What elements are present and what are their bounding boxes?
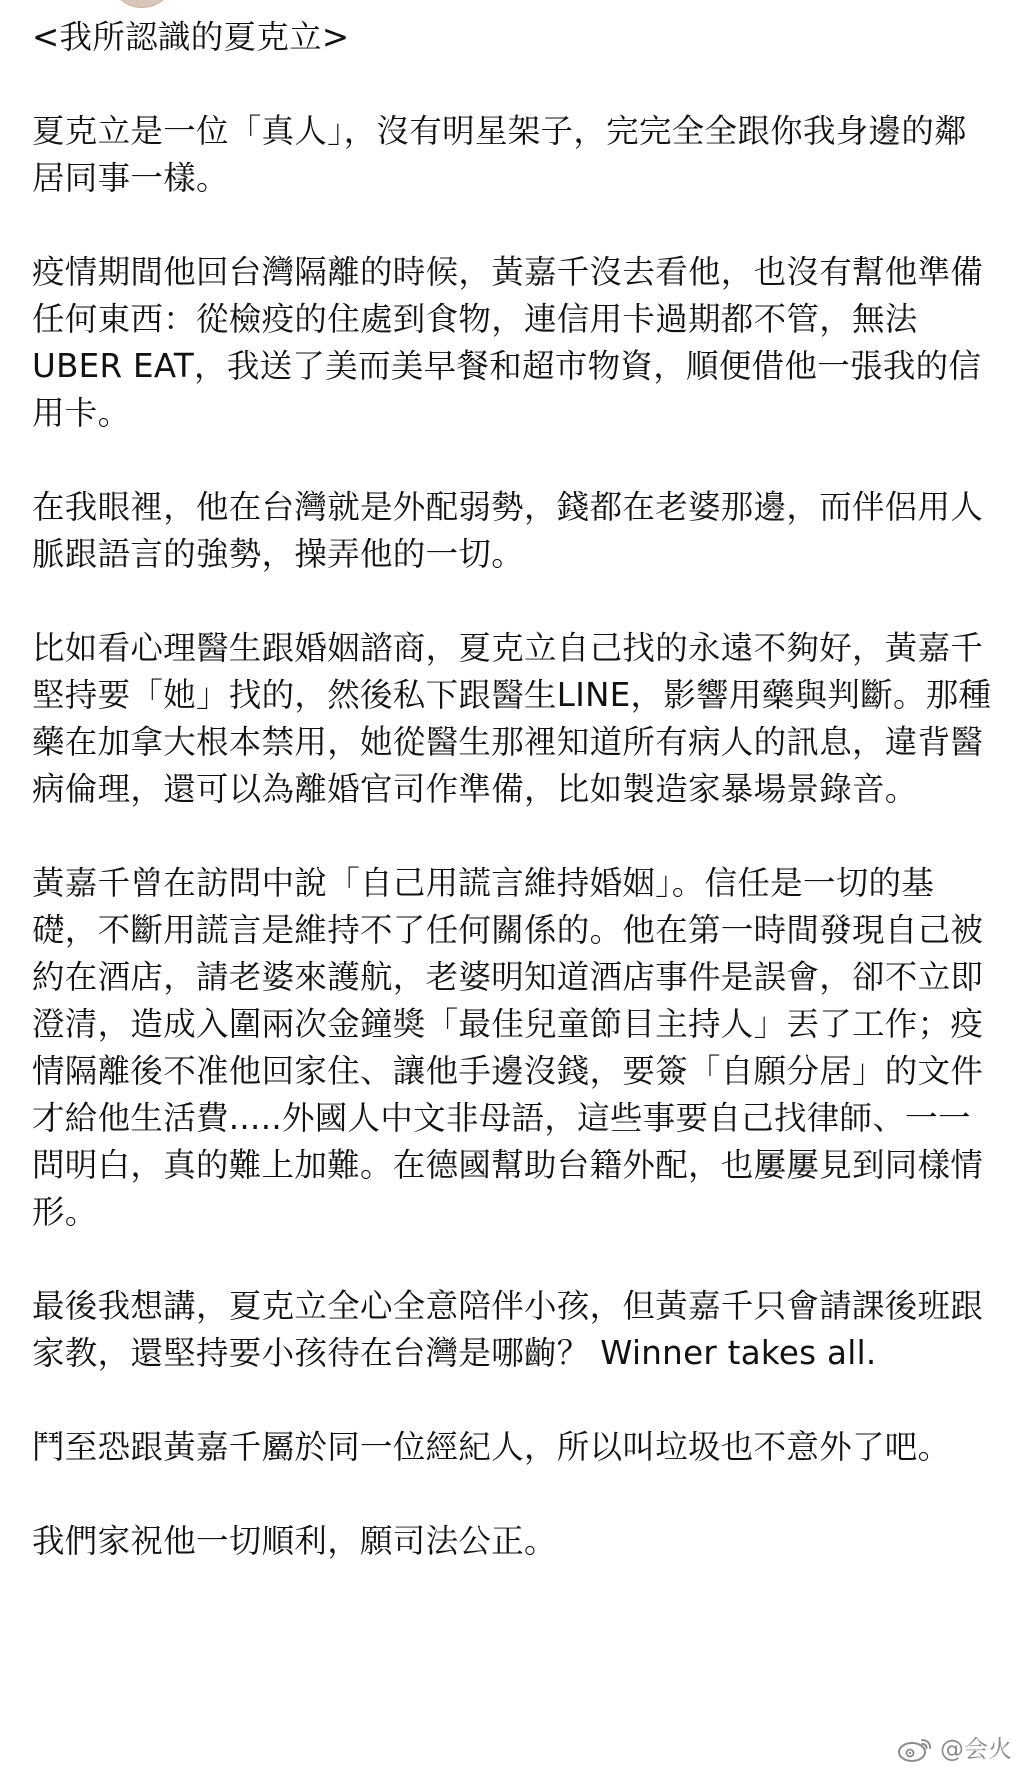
paragraph-4: 比如看心理醫生跟婚姻諮商，夏克立自己找的永遠不夠好，黃嘉千堅持要「她」找的，然後私下跟醫生LINE，影響用藥與判斷。那種藥在加拿大根本禁用，她從醫生那裡知道所有病人的訊息，違背醫病倫理，還可以為離婚官司作準備，比如製造家暴場景錄音。: [32, 629, 992, 808]
paragraph-1: 夏克立是一位「真人」，沒有明星架子，完完全全跟你我身邊的鄰居同事一樣。: [32, 112, 967, 197]
weibo-icon: [896, 1734, 934, 1764]
paragraph-8: 我們家祝他一切順利，願司法公正。: [32, 1522, 557, 1560]
post-body: [32, 14, 992, 1612]
paragraph-6: 最後我想講，夏克立全心全意陪伴小孩，但黃嘉千只會請課後班跟家教，還堅持要小孩待在台灣是哪齣？ Winner takes all.: [32, 1287, 984, 1372]
paragraph-5: 黃嘉千曾在訪問中說「自己用謊言維持婚姻」。信任是一切的基礎，不斷用謊言是維持不了任何關係的。他在第一時間發現自己被約在酒店，請老婆來護航，老婆明知道酒店事件是誤會，卻不立即澄清，造成入圍兩次金鐘獎「最佳兒童節目主持人」丟了工作；疫情隔離後不准他回家住、讓他手邊沒錢，要簽「自願分居」的文件才給他生活費.....外國人中文非母語，這些事要自己找律師、一一問明白，真的難上加難。在德國幫助台籍外配，也屢屢見到同樣情形。: [32, 864, 984, 1231]
paragraph-2: 疫情期間他回台灣隔離的時候，黃嘉千沒去看他，也沒有幫他準備任何東西：從檢疫的住處到食物，連信用卡過期都不管，無法 UBER EAT，我送了美而美早餐和超市物資，順便借他一張我的信用卡。: [32, 253, 984, 432]
weibo-watermark: [896, 1734, 1012, 1764]
paragraph-3: 在我眼裡，他在台灣就是外配弱勢，錢都在老婆那邊，而伴侶用人脈跟語言的強勢，操弄他的一切。: [32, 488, 984, 573]
watermark-handle: @会火: [940, 1735, 1012, 1763]
paragraph-7: 鬥至恐跟黃嘉千屬於同一位經紀人，所以叫垃圾也不意外了吧。: [32, 1428, 951, 1466]
avatar: [112, 0, 172, 8]
post-title: <我所認識的夏克立>: [32, 18, 350, 56]
